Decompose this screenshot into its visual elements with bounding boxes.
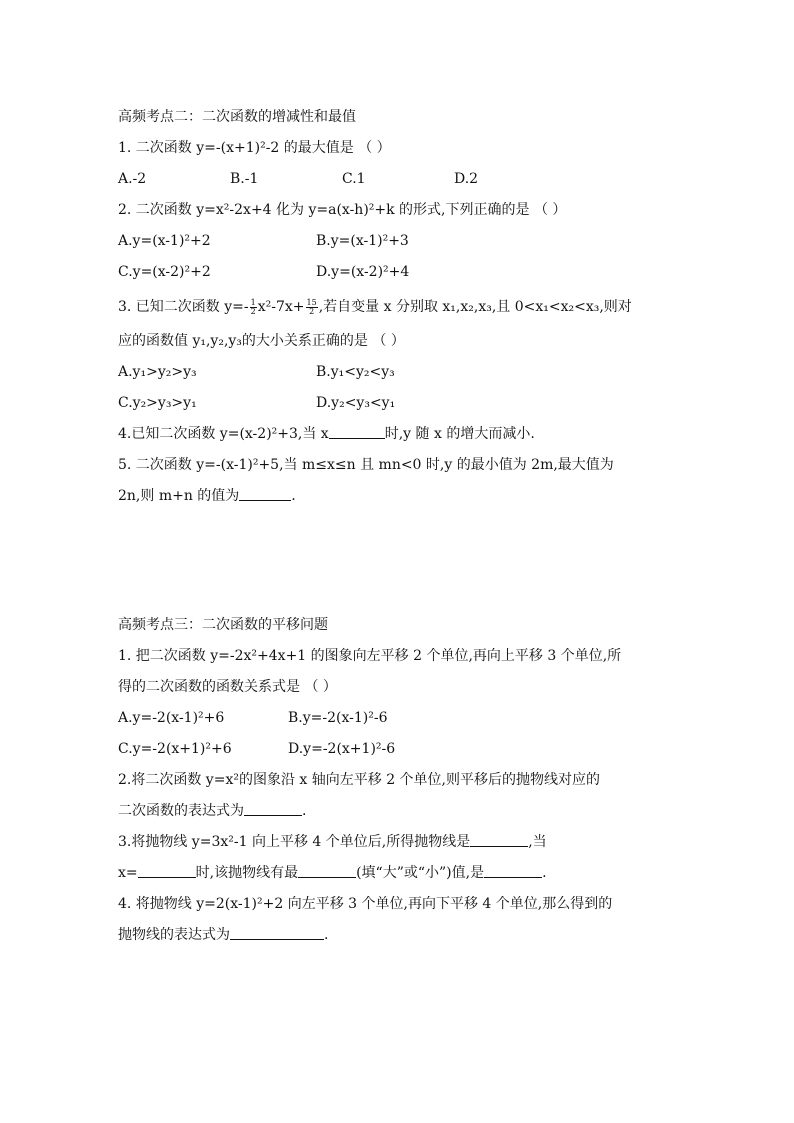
q3-tail: ,若自变量 x 分别取 x₁,x₂,x₃,且 0<x₁<x₂<x₃,则对 bbox=[318, 299, 632, 315]
section-heading: 高频考点三：二次函数的平移问题 bbox=[118, 617, 328, 633]
option-c: C.y=-2(x+1)²+6 bbox=[118, 741, 232, 757]
option-a: A.y₁>y₂>y₃ bbox=[118, 364, 197, 380]
fraction-one-half bbox=[250, 299, 257, 316]
option-d: D.y=(x-2)²+4 bbox=[316, 264, 410, 280]
option-d: D.2 bbox=[454, 171, 479, 187]
question-2-options-row1 bbox=[118, 226, 698, 257]
option-a: A.y=(x-1)²+2 bbox=[118, 233, 211, 249]
fraction-numerator: 15 bbox=[306, 297, 317, 307]
question-1-stem: 1. 二次函数 y=-(x+1)²-2 的最大值是 （ ） bbox=[118, 140, 391, 156]
question-1-stem-line2: 得的二次函数的函数关系式是 （ ） bbox=[118, 679, 337, 695]
section-key-point-2 bbox=[118, 102, 698, 512]
question-1-options-row1 bbox=[118, 703, 698, 734]
q4-text-after: . bbox=[324, 927, 329, 943]
q3-mid: x²-7x+ bbox=[257, 299, 305, 315]
question-3-options-row2 bbox=[118, 388, 698, 419]
q4-text-before: 4.已知二次函数 y=(x-2)²+3,当 x bbox=[118, 426, 329, 442]
question-1-options-row2 bbox=[118, 734, 698, 765]
question-3-stem-line1 bbox=[118, 288, 698, 326]
question-4-stem-line2 bbox=[118, 920, 698, 951]
option-c: C.1 bbox=[342, 171, 366, 187]
q3-text-d: . bbox=[542, 865, 547, 881]
answer-blank[interactable] bbox=[230, 925, 324, 940]
option-d: D.y₂<y₃<y₁ bbox=[316, 395, 396, 411]
question-2-options-row2 bbox=[118, 257, 698, 288]
option-c: C.y=(x-2)²+2 bbox=[118, 264, 211, 280]
q3-text-c: (填“大”或“小”)值,是 bbox=[356, 865, 485, 881]
question-3-options-row1 bbox=[118, 357, 698, 388]
fraction-fifteen-halves bbox=[306, 299, 318, 316]
question-1-options bbox=[118, 164, 698, 195]
question-4-stem-line1: 4. 将抛物线 y=2(x-1)²+2 向左平移 3 个单位,再向下平移 4 个单位,那么得到的 bbox=[118, 896, 613, 912]
q3-text-a: x= bbox=[118, 865, 138, 881]
option-a: A.y=-2(x-1)²+6 bbox=[118, 710, 225, 726]
q2-text-before: 二次函数的表达式为 bbox=[118, 803, 244, 819]
question-3-stem-line2 bbox=[118, 858, 698, 889]
q3-lead: 3. 已知二次函数 y=- bbox=[118, 299, 249, 315]
option-b: B.y=-2(x-1)²-6 bbox=[288, 710, 388, 726]
answer-blank[interactable] bbox=[470, 832, 528, 847]
answer-blank[interactable] bbox=[138, 863, 196, 878]
answer-blank[interactable] bbox=[239, 486, 291, 501]
answer-blank[interactable] bbox=[298, 863, 356, 878]
option-a: A.-2 bbox=[118, 171, 147, 187]
option-b: B.y₁<y₂<y₃ bbox=[316, 364, 395, 380]
section-heading: 高频考点二：二次函数的增减性和最值 bbox=[118, 109, 356, 125]
question-3-stem-line2: 应的函数值 y₁,y₂,y₃的大小关系正确的是 （ ） bbox=[118, 333, 405, 349]
question-1-stem-line1: 1. 把二次函数 y=-2x²+4x+1 的图象向左平移 2 个单位,再向上平移 3 个单位,所 bbox=[118, 648, 622, 664]
q4-text-after: 时,y 随 x 的增大而减小. bbox=[384, 426, 535, 442]
option-c: C.y₂>y₃>y₁ bbox=[118, 395, 197, 411]
q4-text-before: 抛物线的表达式为 bbox=[118, 927, 230, 943]
q3-text-before: 3.将抛物线 y=3x²-1 向上平移 4 个单位后,所得抛物线是 bbox=[118, 834, 471, 850]
q2-text-after: . bbox=[302, 803, 307, 819]
option-b: B.y=(x-1)²+3 bbox=[316, 233, 409, 249]
answer-blank[interactable] bbox=[244, 801, 302, 816]
answer-blank[interactable] bbox=[329, 424, 385, 439]
q3-text-b: 时,该抛物线有最 bbox=[195, 865, 299, 881]
question-5-stem-line2 bbox=[118, 481, 698, 512]
q5-text-before: 2n,则 m+n 的值为 bbox=[118, 488, 240, 504]
question-2-stem-line1: 2.将二次函数 y=x²的图象沿 x 轴向左平移 2 个单位,则平移后的抛物线对应的 bbox=[118, 772, 601, 788]
answer-blank[interactable] bbox=[484, 863, 542, 878]
q5-text-after: . bbox=[291, 488, 296, 504]
section-key-point-3 bbox=[118, 610, 698, 951]
option-b: B.-1 bbox=[230, 171, 259, 187]
question-2-stem-line2 bbox=[118, 796, 698, 827]
q3-text-after: ,当 bbox=[528, 834, 547, 850]
question-5-stem-line1: 5. 二次函数 y=-(x-1)²+5,当 m≤x≤n 且 mn<0 时,y 的最小值为 2m,最大值为 bbox=[118, 457, 614, 473]
question-4-stem bbox=[118, 419, 698, 450]
fraction-denominator: 2 bbox=[309, 306, 315, 316]
fraction-denominator: 2 bbox=[250, 306, 256, 316]
fraction-numerator: 1 bbox=[250, 297, 256, 307]
option-d: D.y=-2(x+1)²-6 bbox=[288, 741, 396, 757]
question-3-stem-line1 bbox=[118, 827, 698, 858]
question-2-stem: 2. 二次函数 y=x²-2x+4 化为 y=a(x-h)²+k 的形式,下列正确的是 （ ） bbox=[118, 202, 567, 218]
